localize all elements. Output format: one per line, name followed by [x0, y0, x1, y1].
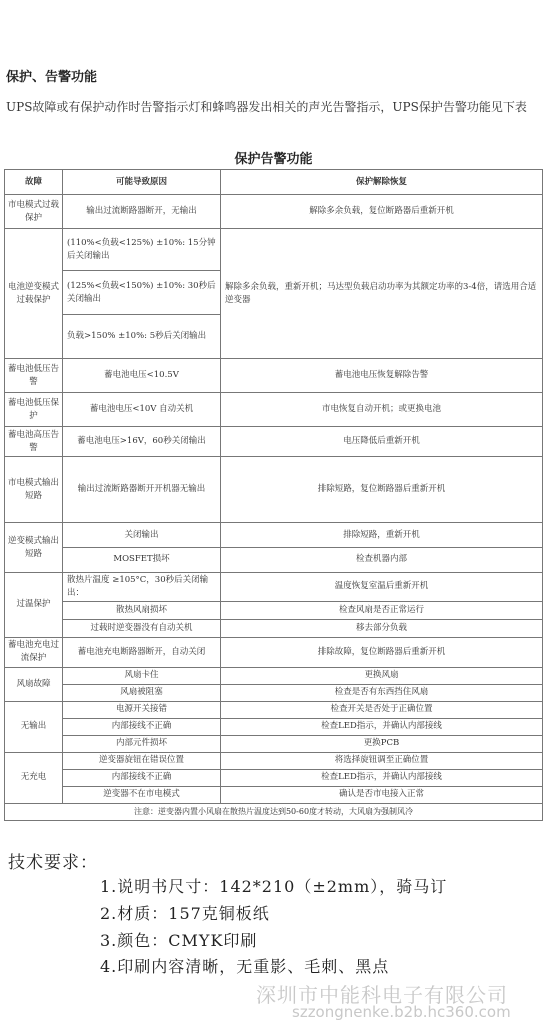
header-recovery: 保护解除恢复 [221, 170, 543, 195]
table-subrow [5, 769, 543, 786]
cause-cell: 逆变器旋钮在错误位置 [63, 752, 221, 769]
cause-cell: 蓄电池电压<10V 自动关机 [63, 393, 221, 427]
recovery-cell: 检查风扇是否正常运行 [221, 601, 543, 619]
fault-cell: 蓄电池低压告警 [5, 359, 63, 393]
section-title: 保护、告警功能 [6, 70, 98, 85]
cause-cell: (110%<负载<125%) ±10%: 15分钟后关闭输出 [63, 229, 221, 271]
table-subrow [5, 718, 543, 735]
recovery-cell: 移去部分负载 [221, 619, 543, 637]
cause-cell: 内部元件损坏 [63, 735, 221, 752]
cause-cell: (125%<负载<150%) ±10%: 30秒后关闭输出 [63, 271, 221, 315]
recovery-cell: 排除短路，复位断路器后重新开机 [221, 457, 543, 523]
table-row [5, 457, 543, 523]
fault-cell: 风扇故障 [5, 667, 63, 701]
tech-requirements-title: 技术要求： [8, 853, 98, 873]
fault-cell: 无输出 [5, 701, 63, 752]
cause-cell: 输出过流断路器断开，无输出 [63, 195, 221, 229]
cause-cell: 蓄电池电压>16V，60秒关闭输出 [63, 427, 221, 457]
recovery-cell: 解除多余负载，重新开机；马达型负载启动功率为其额定功率的3-4倍，请选用合适逆变器 [221, 229, 543, 359]
recovery-cell: 确认是否市电接入正常 [221, 786, 543, 803]
tech-requirement-item: 4.印刷内容清晰，无重影、毛刺、黑点 [100, 957, 390, 976]
tech-requirement-item: 1.说明书尺寸：142*210（±2mm），骑马订 [100, 877, 448, 896]
fault-cell: 无充电 [5, 752, 63, 803]
recovery-cell: 检查机器内部 [221, 547, 543, 572]
recovery-cell: 将选择旋钮调至正确位置 [221, 752, 543, 769]
fault-cell: 市电模式输出短路 [5, 457, 63, 523]
cause-cell: 散热风扇损坏 [63, 601, 221, 619]
table-row [5, 359, 543, 393]
cause-cell: 蓄电池电压<10.5V [63, 359, 221, 393]
table-subrow [5, 735, 543, 752]
tech-requirement-item: 2.材质：157克铜板纸 [100, 904, 270, 923]
table-subrow [5, 547, 543, 572]
table-row [5, 523, 543, 547]
cause-cell: MOSFET损坏 [63, 547, 221, 572]
fault-cell: 蓄电池高压告警 [5, 427, 63, 457]
fault-cell: 蓄电池低压保护 [5, 393, 63, 427]
recovery-cell: 温度恢复室温后重新开机 [221, 572, 543, 601]
fault-cell: 逆变模式输出短路 [5, 523, 63, 572]
recovery-cell: 排除短路，重新开机 [221, 523, 543, 547]
recovery-cell: 蓄电池电压恢复解除告警 [221, 359, 543, 393]
table-row [5, 427, 543, 457]
recovery-cell: 检查LED指示，并确认内部接线 [221, 769, 543, 786]
cause-cell: 输出过流断路器断开开机器无输出 [63, 457, 221, 523]
recovery-cell: 更换PCB [221, 735, 543, 752]
table-row [5, 229, 543, 271]
header-fault: 故障 [5, 170, 63, 195]
cause-cell: 蓄电池充电断路器断开，自动关闭 [63, 637, 221, 667]
watermark-company: 深圳市中能科电子有限公司 [256, 983, 508, 1007]
recovery-cell: 检查LED指示，并确认内部接线 [221, 718, 543, 735]
recovery-cell: 排除故障，复位断路器后重新开机 [221, 637, 543, 667]
table-subrow [5, 601, 543, 619]
table-row [5, 572, 543, 601]
cause-cell: 风扇被阻塞 [63, 684, 221, 701]
table-row [5, 752, 543, 769]
table-note: 注意：逆变器内置小风扇在散热片温度达到50-60度才转动，大风扇为强制风冷 [5, 803, 543, 820]
recovery-cell: 检查是否有东西挡住风扇 [221, 684, 543, 701]
table-note-row [5, 803, 543, 820]
header-cause: 可能导致原因 [63, 170, 221, 195]
cause-cell: 内部接线不正确 [63, 718, 221, 735]
table-subrow [5, 786, 543, 803]
fault-cell: 市电模式过载保护 [5, 195, 63, 229]
table-subrow [5, 684, 543, 701]
cause-cell: 过载时逆变器没有自动关机 [63, 619, 221, 637]
cause-cell: 风扇卡住 [63, 667, 221, 684]
cause-cell: 负载>150% ±10%: 5秒后关闭输出 [63, 315, 221, 359]
recovery-cell: 解除多余负载，复位断路器后重新开机 [221, 195, 543, 229]
table-row [5, 195, 543, 229]
fault-cell: 过温保护 [5, 572, 63, 637]
cause-cell: 关闭输出 [63, 523, 221, 547]
table-row [5, 701, 543, 718]
fault-cell: 电池逆变模式过载保护 [5, 229, 63, 359]
recovery-cell: 电压降低后重新开机 [221, 427, 543, 457]
fault-cell: 蓄电池充电过流保护 [5, 637, 63, 667]
recovery-cell: 市电恢复自动开机；或更换电池 [221, 393, 543, 427]
intro-paragraph: UPS故障或有保护动作时告警指示灯和蜂鸣器发出相关的声光告警指示，UPS保护告警功能见下表 [6, 100, 527, 114]
table-row [5, 393, 543, 427]
watermark-url: szzongnenke.b2b.hc360.com [292, 1003, 511, 1021]
cause-cell: 逆变器不在市电模式 [63, 786, 221, 803]
cause-cell: 散热片温度 ≥105°C，30秒后关闭输出： [63, 572, 221, 601]
table-title: 保护告警功能 [234, 152, 313, 167]
table-header-row [5, 170, 543, 195]
table-row [5, 637, 543, 667]
cause-cell: 内部接线不正确 [63, 769, 221, 786]
cause-cell: 电源开关接错 [63, 701, 221, 718]
recovery-cell: 检查开关是否处于正确位置 [221, 701, 543, 718]
recovery-cell: 更换风扇 [221, 667, 543, 684]
table-row [5, 667, 543, 684]
tech-requirement-item: 3.颜色：CMYK印刷 [100, 931, 258, 950]
table-subrow [5, 619, 543, 637]
protection-table [4, 169, 543, 821]
